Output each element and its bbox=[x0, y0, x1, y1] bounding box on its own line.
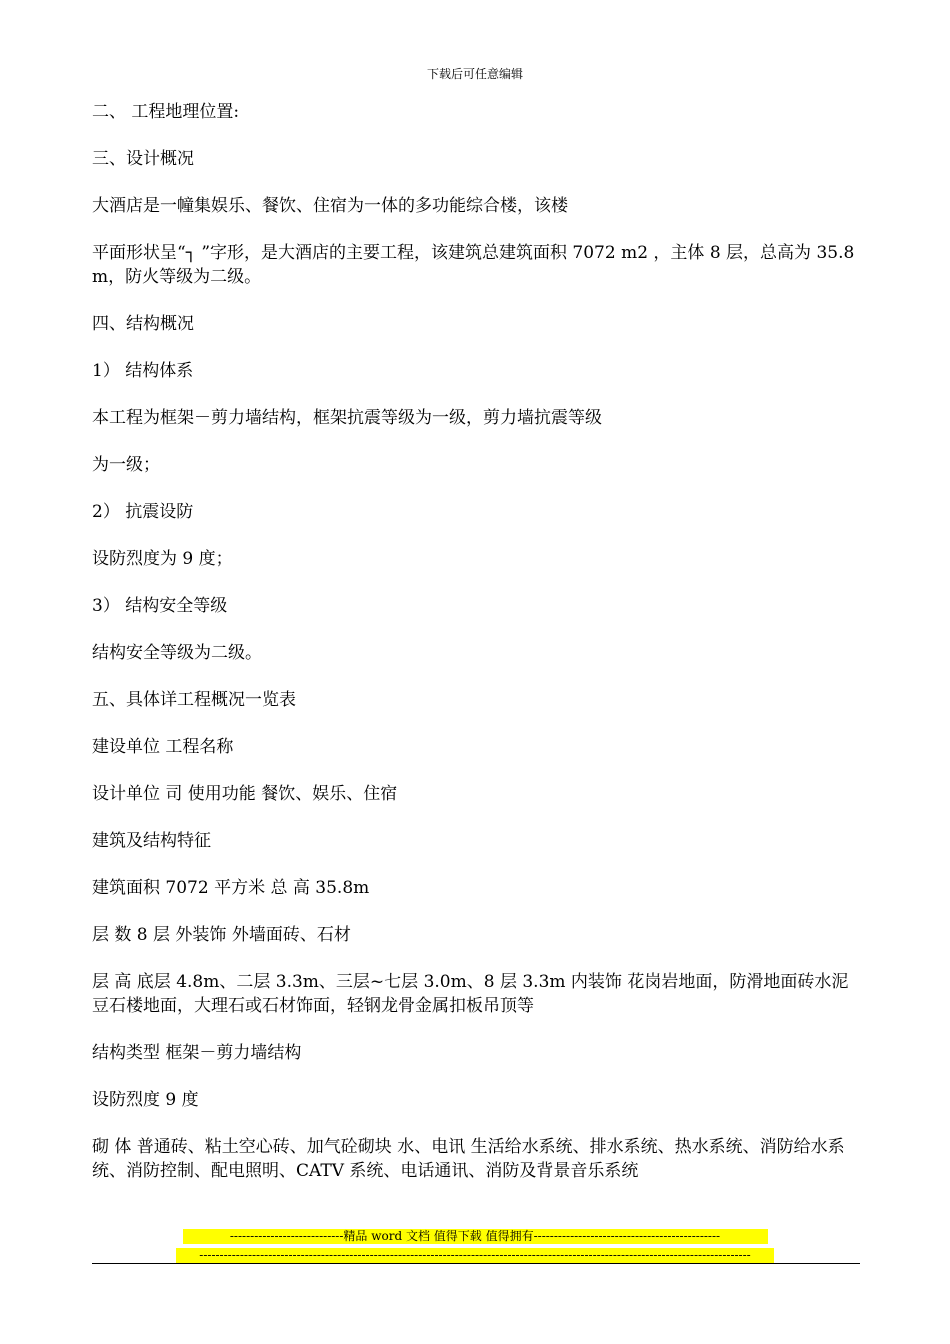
paragraph-seismic: 设防烈度为 9 度； bbox=[92, 549, 233, 569]
section-heading-structure: 四、结构概况 bbox=[92, 314, 194, 334]
paragraph-structure-system: 本工程为框架－剪力墙结构，框架抗震等级为一级，剪力墙抗震等级 bbox=[92, 408, 602, 428]
paragraph-intro: 大酒店是一幢集娱乐、餐饮、住宿为一体的多功能综合楼，该楼 bbox=[92, 196, 568, 216]
overview-row-structure-type: 结构类型 框架－剪力墙结构 bbox=[92, 1043, 302, 1063]
subheading-seismic: 2） 抗震设防 bbox=[92, 502, 194, 522]
paragraph-safety-grade: 结构安全等级为二级。 bbox=[92, 643, 262, 663]
footer-line-2: ---------------------------------------------------------------------------------------------------------------------------------------- bbox=[176, 1248, 774, 1263]
subheading-structure-system: 1） 结构体系 bbox=[92, 361, 194, 381]
footer-divider bbox=[92, 1263, 860, 1264]
overview-row-features: 建筑及结构特征 bbox=[92, 831, 211, 851]
paragraph-structure-system-cont: 为一级； bbox=[92, 455, 160, 475]
overview-row-floors: 层 数 8 层 外装饰 外墙面砖、石材 bbox=[92, 925, 351, 945]
page-header: 下载后可任意编辑 bbox=[426, 67, 523, 81]
paragraph-plan-shape: 平面形状呈“┐ ”字形，是大酒店的主要工程，该建筑总建筑面积 7072 m2 ，主体 8 层，总高为 35.8m，防火等级为二级。 bbox=[92, 243, 855, 287]
overview-row-designer: 设计单位 司 使用功能 餐饮、娱乐、住宿 bbox=[92, 784, 398, 804]
overview-row-heights: 层 高 底层 4.8m、二层 3.3m、三层~七层 3.0m、8 层 3.3m 内装饰 花岗岩地面，防滑地面砖水泥豆石楼地面，大理石或石材饰面，轻钢龙骨金属扣板吊顶等 bbox=[92, 972, 849, 1016]
section-heading-overview-table: 五、具体详工程概况一览表 bbox=[92, 690, 296, 710]
overview-row-seismic: 设防烈度 9 度 bbox=[92, 1090, 199, 1110]
overview-row-area: 建筑面积 7072 平方米 总 高 35.8m bbox=[92, 878, 370, 898]
document-body bbox=[92, 100, 860, 1206]
footer-line-1: ----------------------------精品 word 文档 值得下载 值得拥有---------------------------------------------- bbox=[183, 1229, 768, 1244]
overview-row-masonry: 砌 体 普通砖、粘土空心砖、加气砼砌块 水、电讯 生活给水系统、排水系统、热水系统、消防给水系统、消防控制、配电照明、CATV 系统、电话通讯、消防及背景音乐系统 bbox=[92, 1137, 845, 1181]
section-heading-design: 三、设计概况 bbox=[92, 149, 194, 169]
section-heading-location: 二、 工程地理位置: bbox=[92, 102, 240, 122]
overview-row-builder: 建设单位 工程名称 bbox=[92, 737, 234, 757]
footer-banner bbox=[0, 1229, 950, 1267]
subheading-safety-grade: 3） 结构安全等级 bbox=[92, 596, 228, 616]
